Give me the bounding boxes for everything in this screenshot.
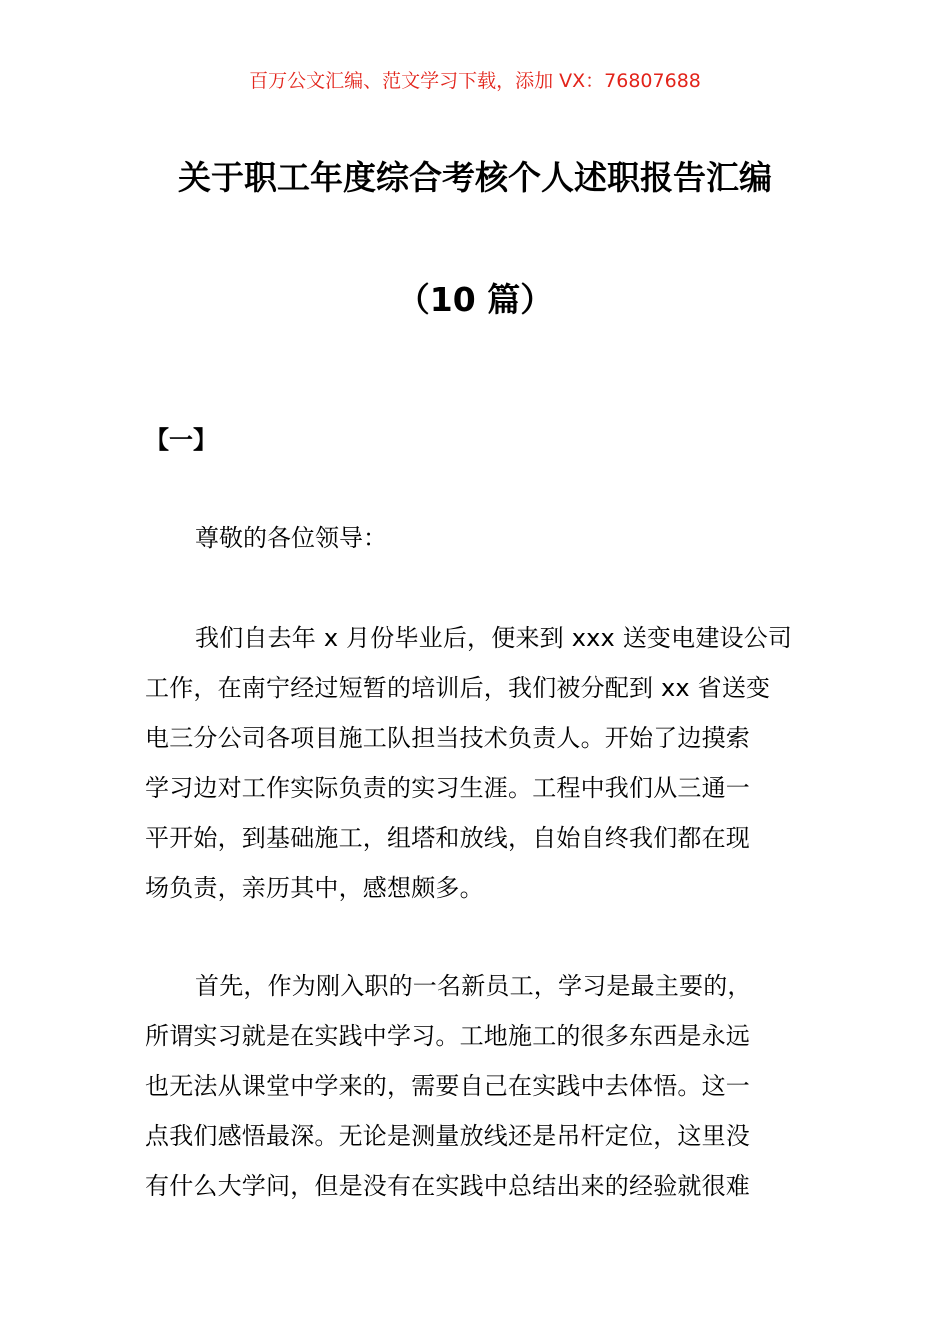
- paragraph-2: [145, 968, 810, 1218]
- paragraph-line: 场负责，亲历其中，感想颇多。: [145, 874, 484, 902]
- section-number: 【一】: [145, 426, 217, 454]
- paragraph-line: 首先，作为刚入职的一名新员工，学习是最主要的，: [195, 972, 752, 1000]
- document-subtitle: （10 篇）: [396, 280, 554, 319]
- paragraph-line: 平开始，到基础施工，组塔和放线，自始自终我们都在现: [145, 824, 750, 852]
- paragraph-line: 工作，在南宁经过短暂的培训后，我们被分配到 xx 省送变: [145, 674, 771, 702]
- document-title: 关于职工年度综合考核个人述职报告汇编: [178, 158, 772, 197]
- promo-header: 百万公文汇编、范文学习下载，添加 VX：76807688: [249, 70, 701, 92]
- paragraph-line: 我们自去年 x 月份毕业后，便来到 xxx 送变电建设公司: [195, 624, 793, 652]
- paragraph-line: 有什么大学问，但是没有在实践中总结出来的经验就很难: [145, 1172, 750, 1200]
- paragraph-1: [145, 620, 810, 920]
- paragraph-line: 电三分公司各项目施工队担当技术负责人。开始了边摸索: [145, 724, 750, 752]
- salutation: 尊敬的各位领导：: [195, 524, 387, 552]
- paragraph-line: 学习边对工作实际负责的实习生涯。工程中我们从三通一: [145, 774, 750, 802]
- paragraph-line: 所谓实习就是在实践中学习。工地施工的很多东西是永远: [145, 1022, 750, 1050]
- paragraph-line: 点我们感悟最深。无论是测量放线还是吊杆定位，这里没: [145, 1122, 750, 1150]
- paragraph-line: 也无法从课堂中学来的，需要自己在实践中去体悟。这一: [145, 1072, 750, 1100]
